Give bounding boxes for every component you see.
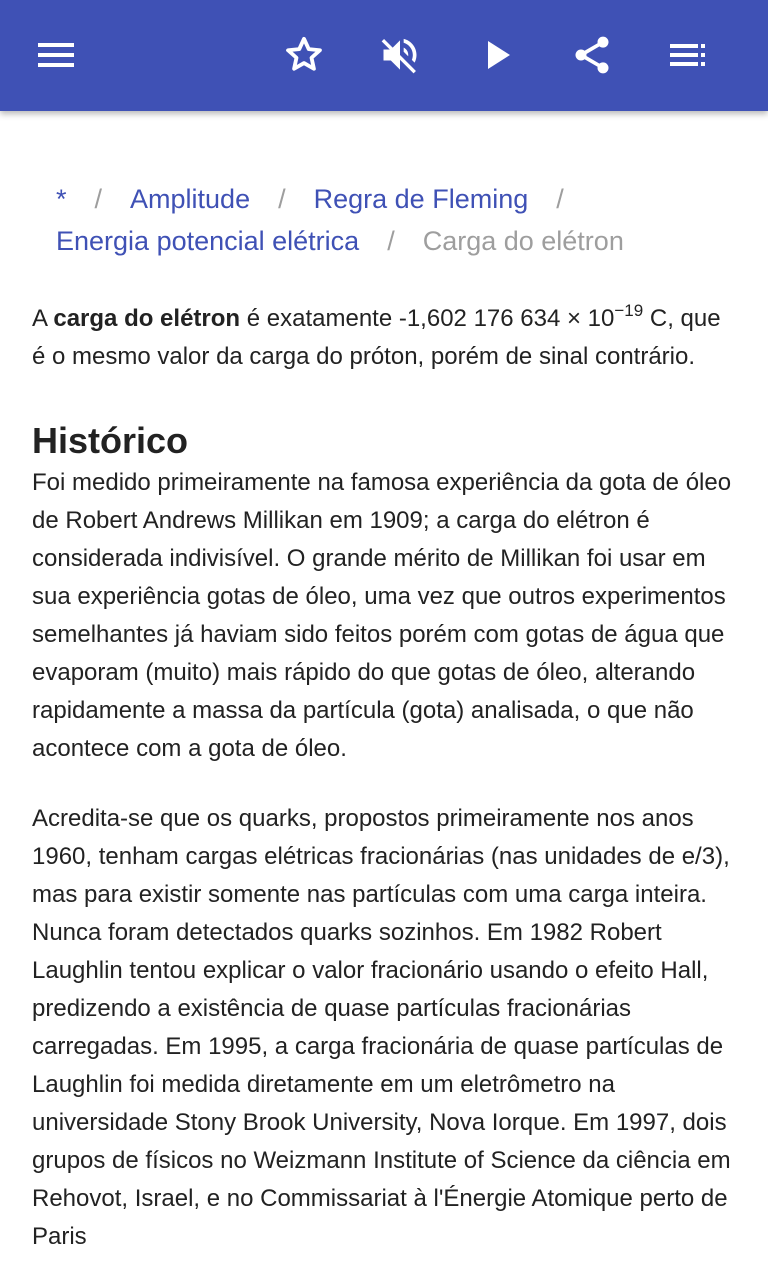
intro-exponent: −19 <box>614 301 644 320</box>
intro-prefix: A <box>32 305 54 332</box>
article-content <box>32 111 736 1256</box>
top-app-bar <box>0 0 768 111</box>
star-outline-icon <box>282 33 326 77</box>
breadcrumb-separator: / <box>556 184 564 214</box>
play-button[interactable] <box>468 25 528 85</box>
breadcrumb <box>56 178 736 262</box>
breadcrumb-separator: / <box>94 184 103 214</box>
breadcrumb-link-home[interactable]: * <box>56 184 67 214</box>
contents-button[interactable] <box>658 25 718 85</box>
section-heading: Histórico <box>32 420 189 461</box>
table-of-contents-icon <box>668 35 708 75</box>
play-icon <box>478 35 518 75</box>
intro-term: carga do elétron <box>53 305 241 332</box>
share-icon <box>570 33 614 77</box>
breadcrumb-separator: / <box>387 226 395 256</box>
hamburger-menu-icon <box>36 35 76 75</box>
share-button[interactable] <box>562 25 622 85</box>
bookmark-button[interactable] <box>274 25 334 85</box>
intro-value: é exatamente -1,602 176 634 × 10 <box>240 305 615 332</box>
menu-button[interactable] <box>26 25 86 85</box>
history-paragraph-1: Foi medido primeiramente na famosa experiência da gota de óleo de Robert Andrews Millikan em 1909; a carga do elétron é considerada indivisível. O grande mérito de Millikan foi usar em sua experiência gotas de óleo, uma vez que outros experimentos semelhantes já haviam sido feitos porém com gotas de água que evaporam (muito) mais rápido do que gotas de óleo, alterando rapidamente a massa da partícula (gota) analisada, o que não acontece com a gota de óleo. <box>32 469 732 762</box>
breadcrumb-link-energia-potencial[interactable]: Energia potencial elétrica <box>56 226 360 256</box>
breadcrumb-link-amplitude[interactable]: Amplitude <box>130 184 251 214</box>
breadcrumb-separator: / <box>278 184 286 214</box>
breadcrumb-current-page: Carga do elétron <box>422 226 624 256</box>
breadcrumb-link-regra-de-fleming[interactable]: Regra de Fleming <box>313 184 529 214</box>
history-paragraph-2: Acredita-se que os quarks, propostos primeiramente nos anos 1960, tenham cargas elétricas fracionárias (nas unidades de e/3), mas para existir somente nas partículas com uma carga inteira. Nunca foram detectados quarks sozinhos. Em 1982 Robert Laughlin tentou explicar o valor fracionário usando o efeito Hall, predizendo a existência de quase partículas fracionárias carregadas. Em 1995, a carga fracionária de quase partículas de Laughlin foi medida diretamente em um eletrômetro na universidade Stony Brook University, Nova Iorque. Em 1997, dois grupos de físicos no Weizmann Institute of Science da ciência em Rehovot, Israel, e no Commissariat à l'Énergie Atomique perto de Paris <box>32 805 731 1250</box>
mute-button[interactable] <box>370 25 430 85</box>
volume-off-icon <box>378 33 422 77</box>
intro-suffix: C, que é o mesmo valor da carga do próton, porém de sinal contrário. <box>32 305 721 370</box>
intro-paragraph <box>32 300 736 376</box>
